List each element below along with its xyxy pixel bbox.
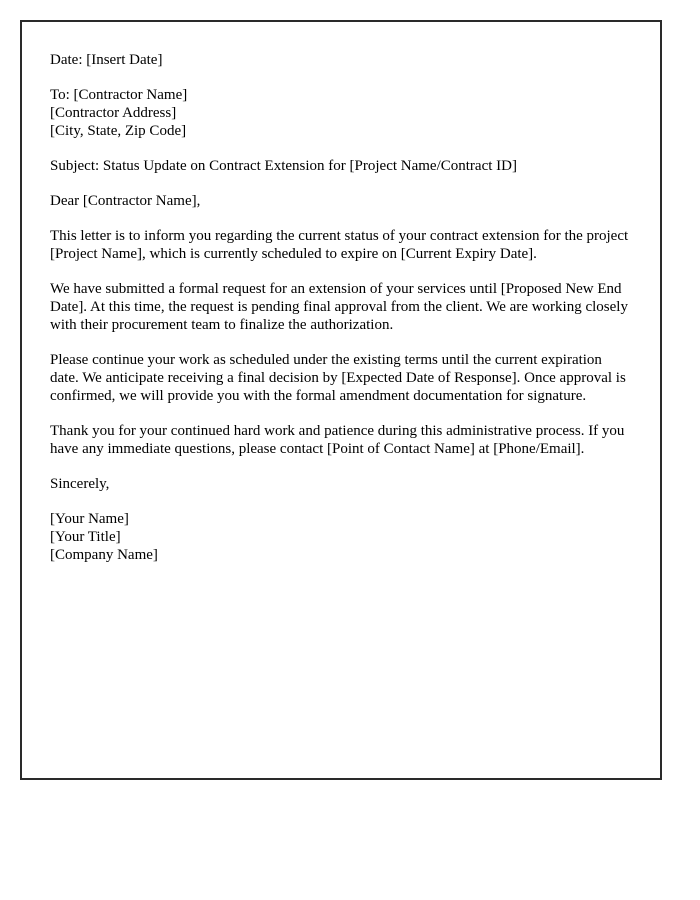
recipient-name-line: To: [Contractor Name] xyxy=(50,87,188,103)
signature-company-line: [Company Name] xyxy=(50,547,158,563)
signature-name-line: [Your Name] xyxy=(50,511,129,527)
subject-block xyxy=(50,157,630,175)
recipient-address-line: [Contractor Address] xyxy=(50,105,177,121)
salutation-line: Dear [Contractor Name], xyxy=(50,193,201,209)
letter-page xyxy=(20,20,662,780)
subject-line: Subject: Status Update on Contract Extension for [Project Name/Contract ID] xyxy=(50,158,517,174)
date-line: Date: [Insert Date] xyxy=(50,52,163,68)
date-block xyxy=(50,51,630,69)
letter-content xyxy=(22,22,660,564)
signature-block xyxy=(50,510,630,564)
signature-title-line: [Your Title] xyxy=(50,529,121,545)
body-paragraph: Please continue your work as scheduled under the existing terms until the current expiration date. We anticipate receiving a final decision by [Expected Date of Response]. Once approval is confirmed, we will provide you with the formal amendment documentation for signature. xyxy=(50,352,626,404)
recipient-block xyxy=(50,86,630,140)
body-paragraph: This letter is to inform you regarding the current status of your contract extension for the project [Project Name], which is currently scheduled to expire on [Current Expiry Date]. xyxy=(50,228,629,262)
closing-line: Sincerely, xyxy=(50,476,110,492)
salutation-block xyxy=(50,192,630,210)
body-paragraph: Thank you for your continued hard work and patience during this administrative process. If you have any immediate questions, please contact [Point of Contact Name] at [Phone/Email]. xyxy=(50,423,625,457)
closing-block xyxy=(50,475,630,493)
body-paragraph: We have submitted a formal request for an extension of your services until [Proposed New End Date]. At this time, the request is pending final approval from the client. We are working closely with their procurement team to finalize the authorization. xyxy=(50,281,628,333)
recipient-city-line: [City, State, Zip Code] xyxy=(50,123,187,139)
